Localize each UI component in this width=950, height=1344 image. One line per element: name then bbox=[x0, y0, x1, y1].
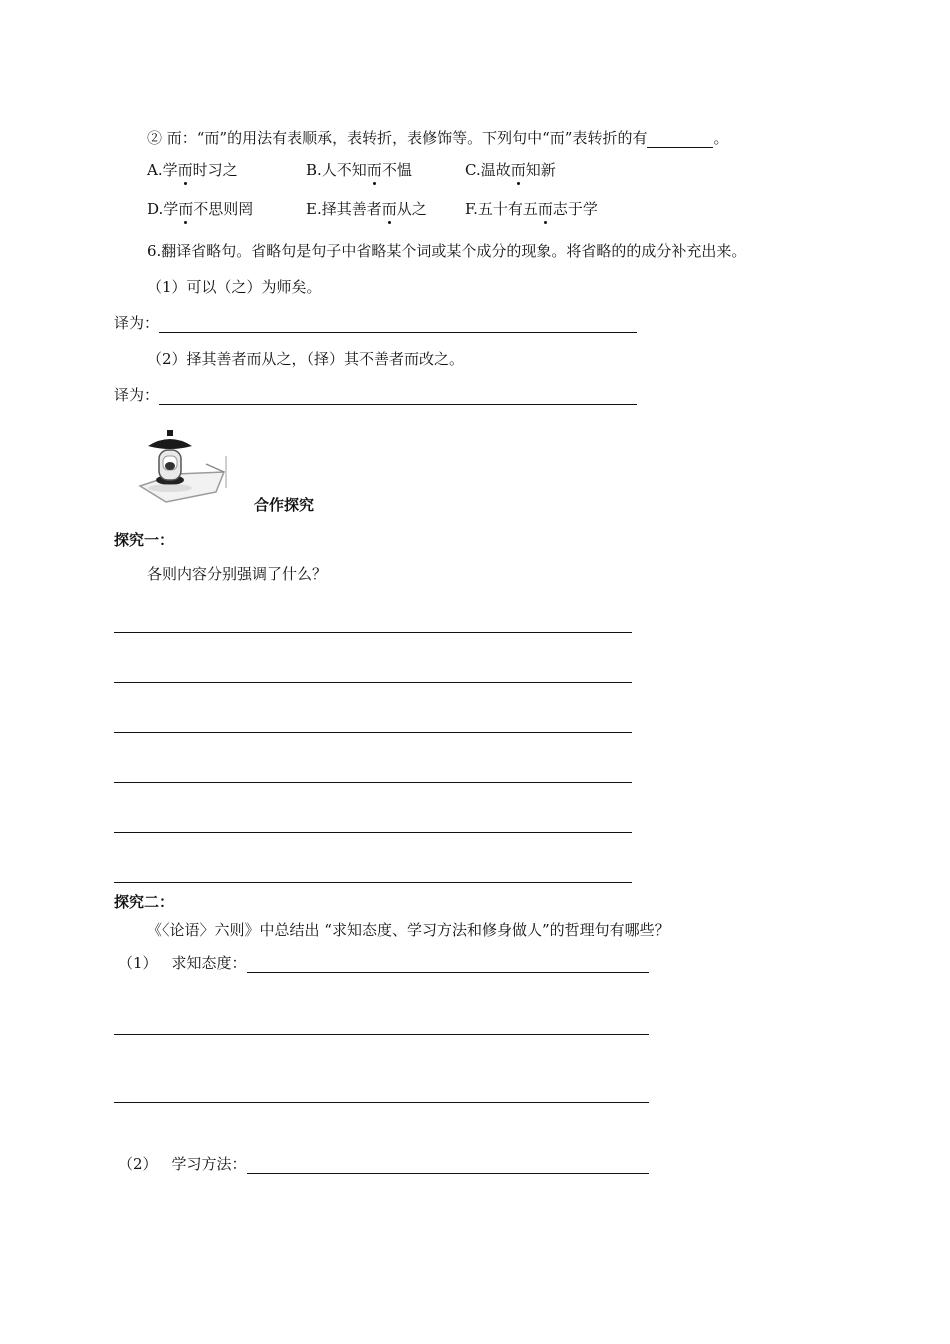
er-question bbox=[147, 128, 728, 148]
explore2-question: 《〈论语〉六则》中总结出 “求知态度、学习方法和修身做人”的哲理句有哪些？ bbox=[147, 921, 670, 939]
q6-item2: （2）择其善者而从之，（择）其不善者而改之。 bbox=[147, 350, 465, 368]
answer-line[interactable] bbox=[114, 732, 632, 733]
translate-blank-2[interactable] bbox=[159, 388, 637, 405]
option-f: F.五十有五而志于学 bbox=[465, 200, 598, 218]
answer-line[interactable] bbox=[114, 782, 632, 783]
explore2-heading: 探究二： bbox=[114, 893, 175, 911]
answer-line[interactable] bbox=[114, 1102, 649, 1103]
explore1-heading: 探究一： bbox=[114, 531, 175, 549]
answer-line[interactable] bbox=[114, 682, 632, 683]
answer-line[interactable] bbox=[114, 832, 632, 833]
q6-translate-1 bbox=[114, 313, 637, 333]
emphasis-char: 而 bbox=[537, 200, 553, 218]
item-label: 学习方法： bbox=[171, 1155, 247, 1173]
er-question-text: ② 而：“而”的用法有表顺承，表转折，表修饰等。下列句中“而”表转折的有 bbox=[147, 129, 648, 147]
emphasis-char: 而 bbox=[510, 161, 526, 179]
item-number: （2） bbox=[118, 1155, 158, 1173]
item-number: （1） bbox=[118, 954, 158, 972]
translate-blank-1[interactable] bbox=[159, 316, 637, 333]
emphasis-char: 而 bbox=[381, 200, 397, 218]
lantern-icon bbox=[136, 426, 232, 510]
answer-line[interactable] bbox=[114, 1034, 649, 1035]
explore1-question: 各则内容分别强调了什么？ bbox=[147, 565, 328, 583]
section-title: 合作探究 bbox=[254, 496, 315, 514]
method-blank[interactable] bbox=[247, 1157, 649, 1174]
option-c: C.温故而知新 bbox=[465, 161, 556, 179]
translate-label: 译为： bbox=[114, 314, 160, 332]
er-answer-blank[interactable] bbox=[647, 131, 713, 148]
option-b: B.人不知而不愠 bbox=[306, 161, 412, 179]
attitude-blank[interactable] bbox=[247, 956, 649, 973]
item-label: 求知态度： bbox=[171, 954, 247, 972]
answer-line[interactable] bbox=[114, 882, 632, 883]
option-a: A.学而时习之 bbox=[147, 161, 238, 179]
option-e: E.择其善者而从之 bbox=[306, 200, 427, 218]
emphasis-char: 而 bbox=[366, 161, 382, 179]
er-question-end: 。 bbox=[713, 129, 729, 147]
q6-translate-2 bbox=[114, 385, 637, 405]
translate-label: 译为： bbox=[114, 386, 160, 404]
emphasis-char: 而 bbox=[177, 161, 193, 179]
emphasis-char: 而 bbox=[178, 200, 194, 218]
answer-line[interactable] bbox=[114, 632, 632, 633]
explore2-item1 bbox=[118, 953, 649, 973]
q6-item1: （1）可以（之）为师矣。 bbox=[147, 278, 322, 296]
q6-title: 6.翻译省略句。省略句是句子中省略某个词或某个成分的现象。将省略的的成分补充出来。 bbox=[147, 242, 747, 260]
option-d: D.学而不思则罔 bbox=[147, 200, 254, 218]
explore2-item2 bbox=[118, 1154, 649, 1174]
